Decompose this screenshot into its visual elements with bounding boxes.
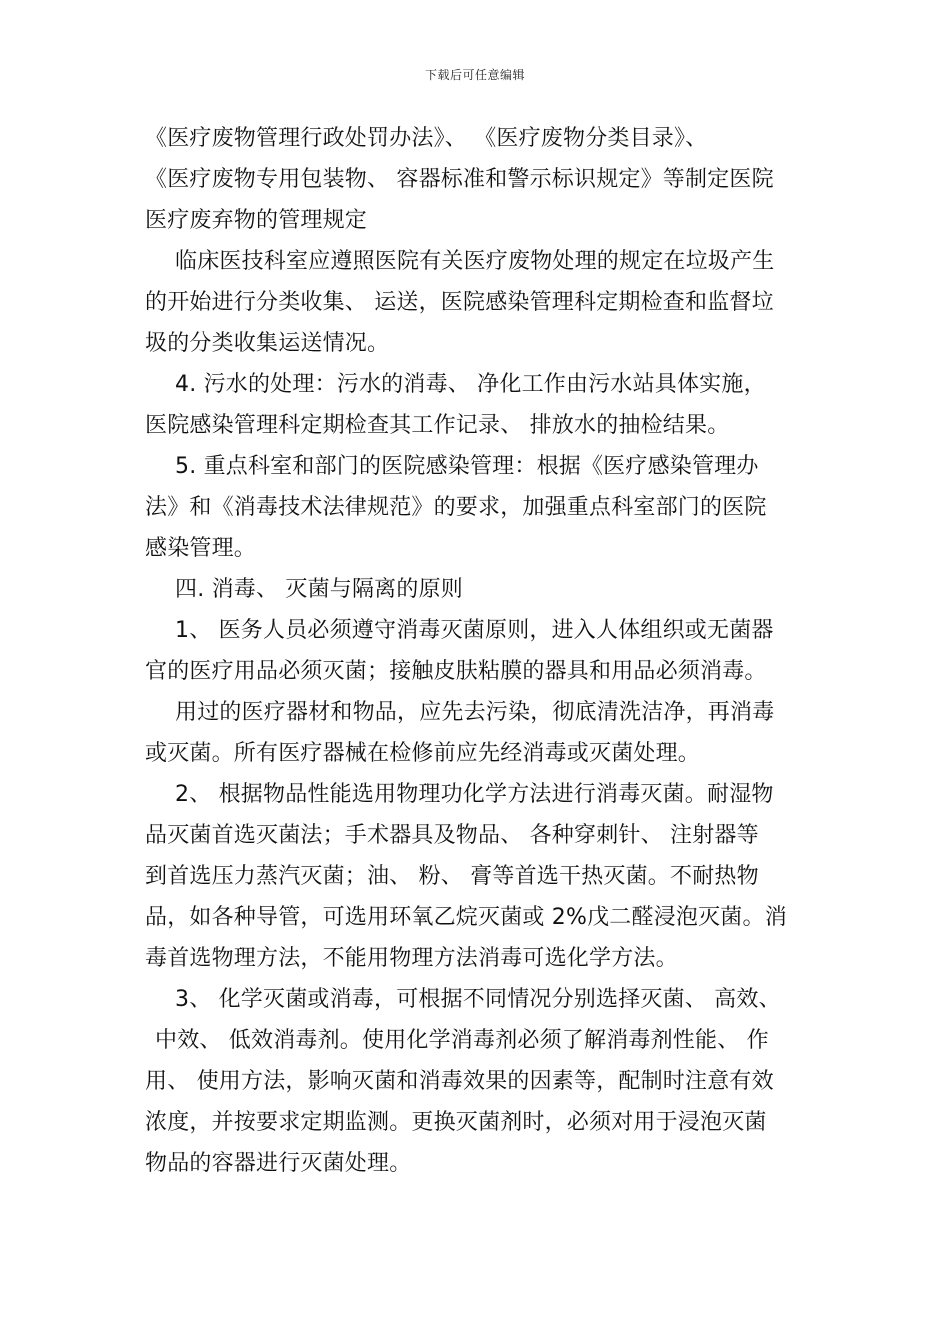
text-line: 中效、 低效消毒剂。使用化学消毒剂必须了解消毒剂性能、 作	[155, 1028, 769, 1053]
text-line: 5. 重点科室和部门的医院感染管理：根据《医疗感染管理办	[175, 454, 759, 479]
text-line: 的开始进行分类收集、 运送，医院感染管理科定期检查和监督垃	[145, 290, 774, 315]
text-line: 3、 化学灭菌或消毒，可根据不同情况分别选择灭菌、 高效、	[175, 987, 781, 1012]
text-line: 用、 使用方法，影响灭菌和消毒效果的因素等，配制时注意有效	[145, 1069, 774, 1094]
text-line: 到首选压力蒸汽灭菌；油、 粉、 膏等首选干热灭菌。不耐热物	[145, 864, 759, 889]
text-line: 用过的医疗器材和物品，应先去污染，彻底清洗洁净，再消毒	[175, 700, 775, 725]
text-line: 4. 污水的处理：污水的消毒、 净化工作由污水站具体实施，	[175, 372, 766, 397]
text-line: 感染管理。	[145, 536, 257, 561]
text-line: 品灭菌首选灭菌法；手术器具及物品、 各种穿刺针、 注射器等	[145, 823, 759, 848]
page-header-note: 下载后可任意编辑	[424, 68, 525, 82]
text-line: 或灭菌。所有医疗器械在检修前应先经消毒或灭菌处理。	[145, 741, 701, 766]
text-line: 《医疗废物管理行政处罚办法》、 《医疗废物分类目录》、	[145, 126, 708, 151]
text-line: 品，如各种导管，可选用环氧乙烷灭菌或 2%戊二醛浸泡灭菌。消	[145, 905, 787, 930]
text-line: 圾的分类收集运送情况。	[145, 331, 390, 356]
text-line: 法》和《消毒技术法律规范》的要求，加强重点科室部门的医院	[145, 495, 767, 520]
text-line: 医院感染管理科定期检查其工作记录、 排放水的抽检结果。	[145, 413, 730, 438]
text-line: 2、 根据物品性能选用物理功化学方法进行消毒灭菌。耐湿物	[175, 782, 774, 807]
text-line: 1、 医务人员必须遵守消毒灭菌原则，进入人体组织或无菌器	[175, 618, 774, 643]
document-body	[145, 118, 810, 1184]
text-line: 官的医疗用品必须灭菌；接触皮肤粘膜的器具和用品必须消毒。	[145, 659, 767, 684]
text-line: 《医疗废物专用包装物、 容器标准和警示标识规定》等制定医院	[145, 167, 774, 192]
text-line: 浓度，并按要求定期监测。更换灭菌剂时，必须对用于浸泡灭菌	[145, 1110, 767, 1135]
text-line: 医疗废弃物的管理规定	[145, 208, 368, 233]
text-line: 临床医技科室应遵照医院有关医疗废物处理的规定在垃圾产生	[175, 249, 775, 274]
text-line: 物品的容器进行灭菌处理。	[145, 1151, 412, 1176]
text-line: 毒首选物理方法，不能用物理方法消毒可选化学方法。	[145, 946, 678, 971]
section-heading: 四. 消毒、 灭菌与隔离的原则	[175, 577, 463, 602]
